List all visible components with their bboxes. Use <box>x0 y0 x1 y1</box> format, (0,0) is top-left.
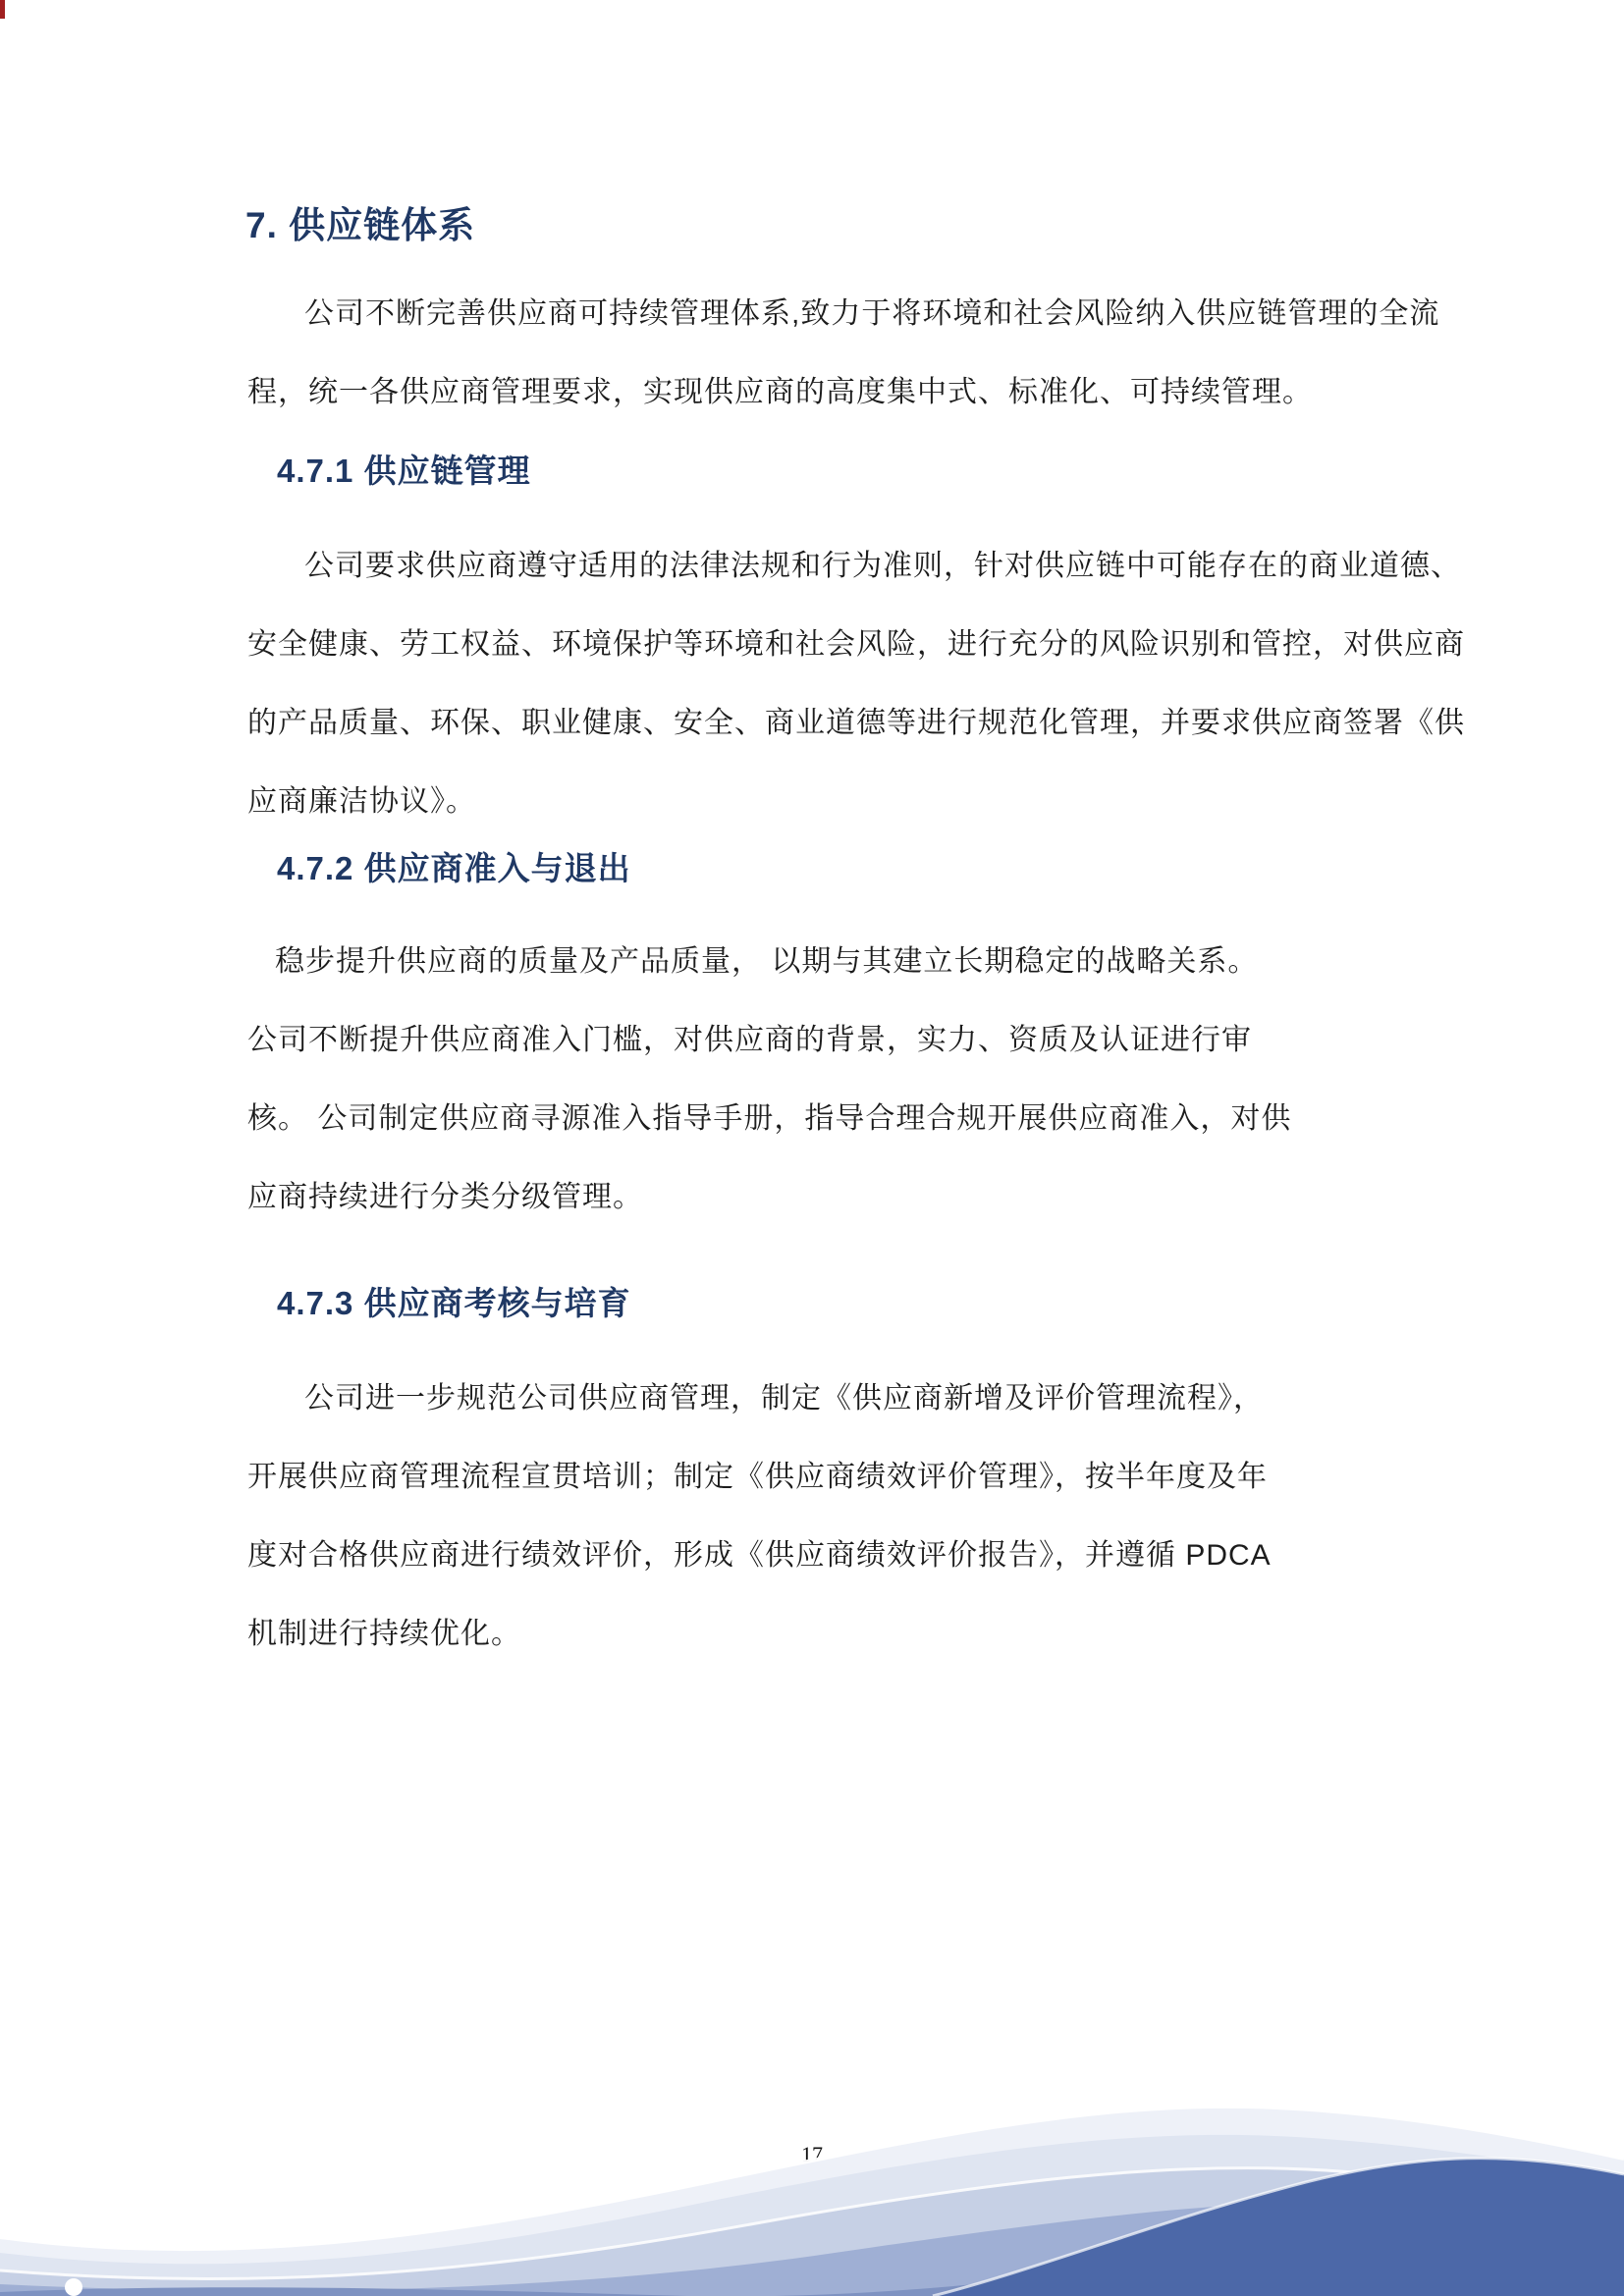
paragraph-line: 公司不断完善供应商可持续管理体系,致力于将环境和社会风险纳入供应链管理的全流 <box>304 297 1440 330</box>
paragraph-supplier-assessment <box>247 1360 1435 1674</box>
section-heading: 7. 供应链体系 <box>245 205 476 245</box>
subsection-heading-473: 4.7.3 供应商考核与培育 <box>277 1285 631 1321</box>
subsection-heading-471: 4.7.1 供应链管理 <box>277 453 531 489</box>
subsection-heading-472: 4.7.2 供应商准入与退出 <box>277 850 631 886</box>
wave-decoration <box>0 1903 1624 2296</box>
paragraph-supply-chain-intro <box>247 275 1440 432</box>
paragraph-supply-chain-management <box>247 527 1465 841</box>
paragraph-line: 的产品质量、环保、职业健康、安全、商业道德等进行规范化管理，并要求供应商签署《供 <box>247 707 1465 739</box>
paragraph-line: 度对合格供应商进行绩效评价，形成《供应商绩效评价报告》，并遵循 PDCA <box>247 1539 1272 1572</box>
wave-dot <box>65 2278 82 2296</box>
page-number: 17 <box>801 2142 823 2166</box>
paragraph-line: 公司要求供应商遵守适用的法律法规和行为准则，针对供应链中可能存在的商业道德、 <box>304 550 1461 582</box>
paragraph-line: 开展供应商管理流程宣贯培训；制定《供应商绩效评价管理》，按半年度及年 <box>247 1461 1268 1493</box>
paragraph-line: 稳步提升供应商的质量及产品质量， 以期与其建立长期稳定的战略关系。 <box>275 945 1259 978</box>
paragraph-line: 应商持续进行分类分级管理。 <box>247 1181 643 1213</box>
paragraph-line: 程，统一各供应商管理要求，实现供应商的高度集中式、标准化、可持续管理。 <box>247 376 1313 408</box>
paragraph-line: 公司不断提升供应商准入门槛，对供应商的背景，实力、资质及认证进行审 <box>247 1024 1252 1056</box>
corner-accent-mark <box>0 0 5 19</box>
paragraph-line: 应商廉洁协议》。 <box>247 785 476 818</box>
paragraph-supplier-admission <box>247 923 1435 1237</box>
paragraph-line: 机制进行持续优化。 <box>247 1618 521 1650</box>
paragraph-line: 安全健康、劳工权益、环境保护等环境和社会风险，进行充分的风险识别和管控，对供应商 <box>247 628 1465 661</box>
paragraph-line: 公司进一步规范公司供应商管理，制定《供应商新增及评价管理流程》， <box>304 1382 1264 1415</box>
paragraph-line: 核。 公司制定供应商寻源准入指导手册，指导合理合规开展供应商准入，对供 <box>247 1102 1292 1135</box>
